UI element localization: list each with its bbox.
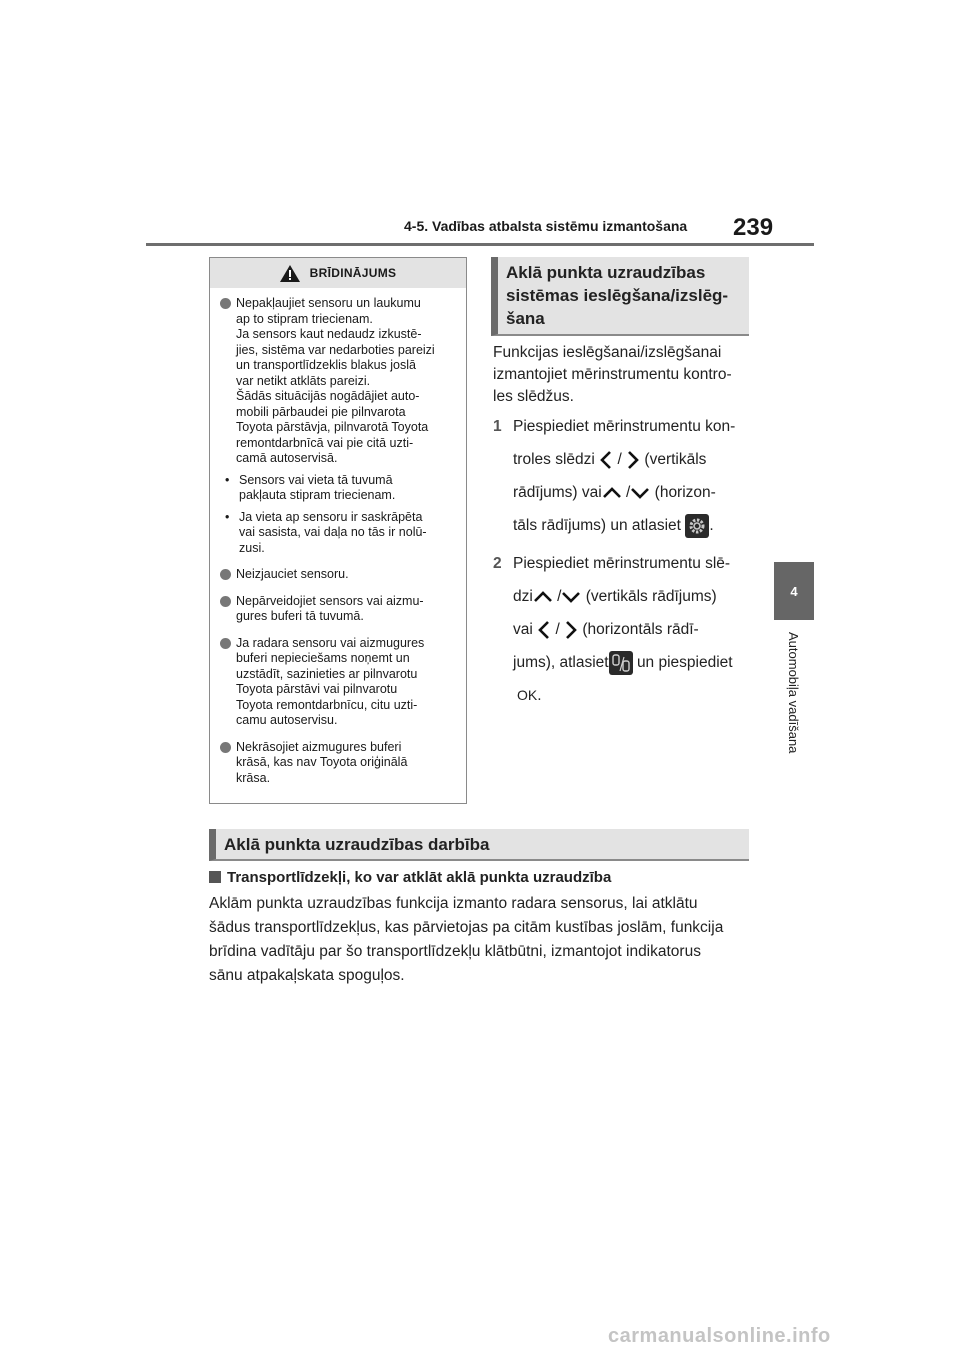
bullet-dot-icon bbox=[220, 569, 231, 580]
warning-sub-bullet: • Ja vieta ap sensoru ir saskrāpēta vai sasista, vai daļa no tās ir nolū- zusi. bbox=[225, 509, 427, 555]
chevron-right-icon bbox=[564, 620, 578, 640]
bullet-dot-icon bbox=[220, 596, 231, 607]
header-rule bbox=[146, 243, 814, 246]
settings-gear-icon bbox=[685, 514, 709, 538]
chevron-left-icon bbox=[599, 450, 613, 470]
chapter-tab: 4 bbox=[774, 562, 814, 620]
blind-spot-monitor-icon bbox=[609, 651, 633, 675]
warning-title: BRĪDINĀJUMS bbox=[309, 266, 397, 280]
bullet-dot-icon bbox=[220, 638, 231, 649]
watermark: carmanualsonline.info bbox=[608, 1325, 831, 1347]
warning-box bbox=[209, 257, 467, 804]
square-bullet-icon bbox=[209, 871, 221, 883]
subheading: Transportlīdzekļi, ko var atklāt aklā punkta uzraudzība bbox=[209, 869, 611, 886]
warning-item: Neizjauciet sensoru. bbox=[222, 567, 458, 583]
chevron-left-icon bbox=[537, 620, 551, 640]
warning-sub-bullet: • Sensors vai vieta tā tuvumā pakļauta stipram triecienam. bbox=[225, 472, 396, 502]
chevron-down-icon bbox=[630, 486, 650, 500]
bullet-icon: • bbox=[225, 509, 230, 524]
operation-paragraph: Aklām punkta uzraudzības funkcija izmanto radara sensorus, lai atklātu šādus transportlīdzekļus, kas pārvietojas pa citām kustības joslām, funkcija brīdina vadītāju par šo transportlīdzekļu klātbūtni, izmantojot indikatorus sānu atpakaļskata spoguļos. bbox=[209, 895, 724, 984]
section-heading-on-off: Aklā punkta uzraudzības sistēmas ieslēgšana/izslēg- šana bbox=[491, 257, 749, 336]
step-number: 1 bbox=[493, 418, 502, 435]
warning-triangle-icon bbox=[280, 265, 300, 282]
chevron-down-icon bbox=[561, 590, 581, 604]
step-2: 2 Piespiediet mērinstrumentu slē- dzi / (vertikāls rādījums) vai / (horizontāls rādī- jums), atlasiet un piespiediet OK. bbox=[493, 547, 753, 712]
bullet-icon: • bbox=[225, 472, 230, 487]
warning-header bbox=[210, 258, 466, 288]
bullet-dot-icon bbox=[220, 742, 231, 753]
warning-item: Nekrāsojiet aizmugures buferi krāsā, kas nav Toyota oriģinālā krāsa. bbox=[222, 740, 458, 787]
section-title: 4-5. Vadības atbalsta sistēmu izmantošana bbox=[404, 218, 688, 234]
section-heading-operation: Aklā punkta uzraudzības darbība bbox=[209, 829, 749, 861]
bullet-dot-icon bbox=[220, 298, 231, 309]
ok-button-label: OK bbox=[517, 687, 538, 703]
chevron-up-icon bbox=[533, 590, 553, 604]
warning-item: Ja radara sensoru vai aizmugures buferi nepieciešams noņemt un uzstādīt, sazinieties ar pilnvarotu Toyota pārstāvi vai pilnvarotu Toyota remontdarbnīcu, citu uzti- camu autoservisu. bbox=[222, 636, 458, 729]
warning-item: Nepārveidojiet sensors vai aizmu- gures buferi tā tuvumā. bbox=[222, 594, 458, 625]
chapter-tab-label: Automobiļa vadīšana bbox=[786, 632, 801, 754]
step-1: 1 Piespiediet mērinstrumentu kon- troles slēdzi / (vertikāls rādījums) vai / (horizon- tāls rādījums) un atlasiet . bbox=[493, 410, 753, 542]
page-number: 239 bbox=[733, 214, 774, 241]
intro-text: Funkcijas ieslēgšanai/izslēgšanai izmantojiet mērinstrumentu kontro- les slēdžus. bbox=[493, 344, 732, 405]
chevron-up-icon bbox=[602, 486, 622, 500]
warning-item: Nepakļaujiet sensoru un laukumu ap to stipram triecienam. Ja sensors kaut nedaudz izkustē- jies, sistēma var nedarboties pareizi un transportlīdzeklis blakus joslā var netikt atklāts pareizi. Šādās situācijās nogādājiet auto- mobili pārbaudei pie pilnvarota Toyota pārstāvja, pilnvarotā Toyota remontdarbnīcā vai pie citā uzti- camā autoservisā. bbox=[222, 296, 458, 467]
chevron-right-icon bbox=[626, 450, 640, 470]
step-number: 2 bbox=[493, 555, 502, 572]
